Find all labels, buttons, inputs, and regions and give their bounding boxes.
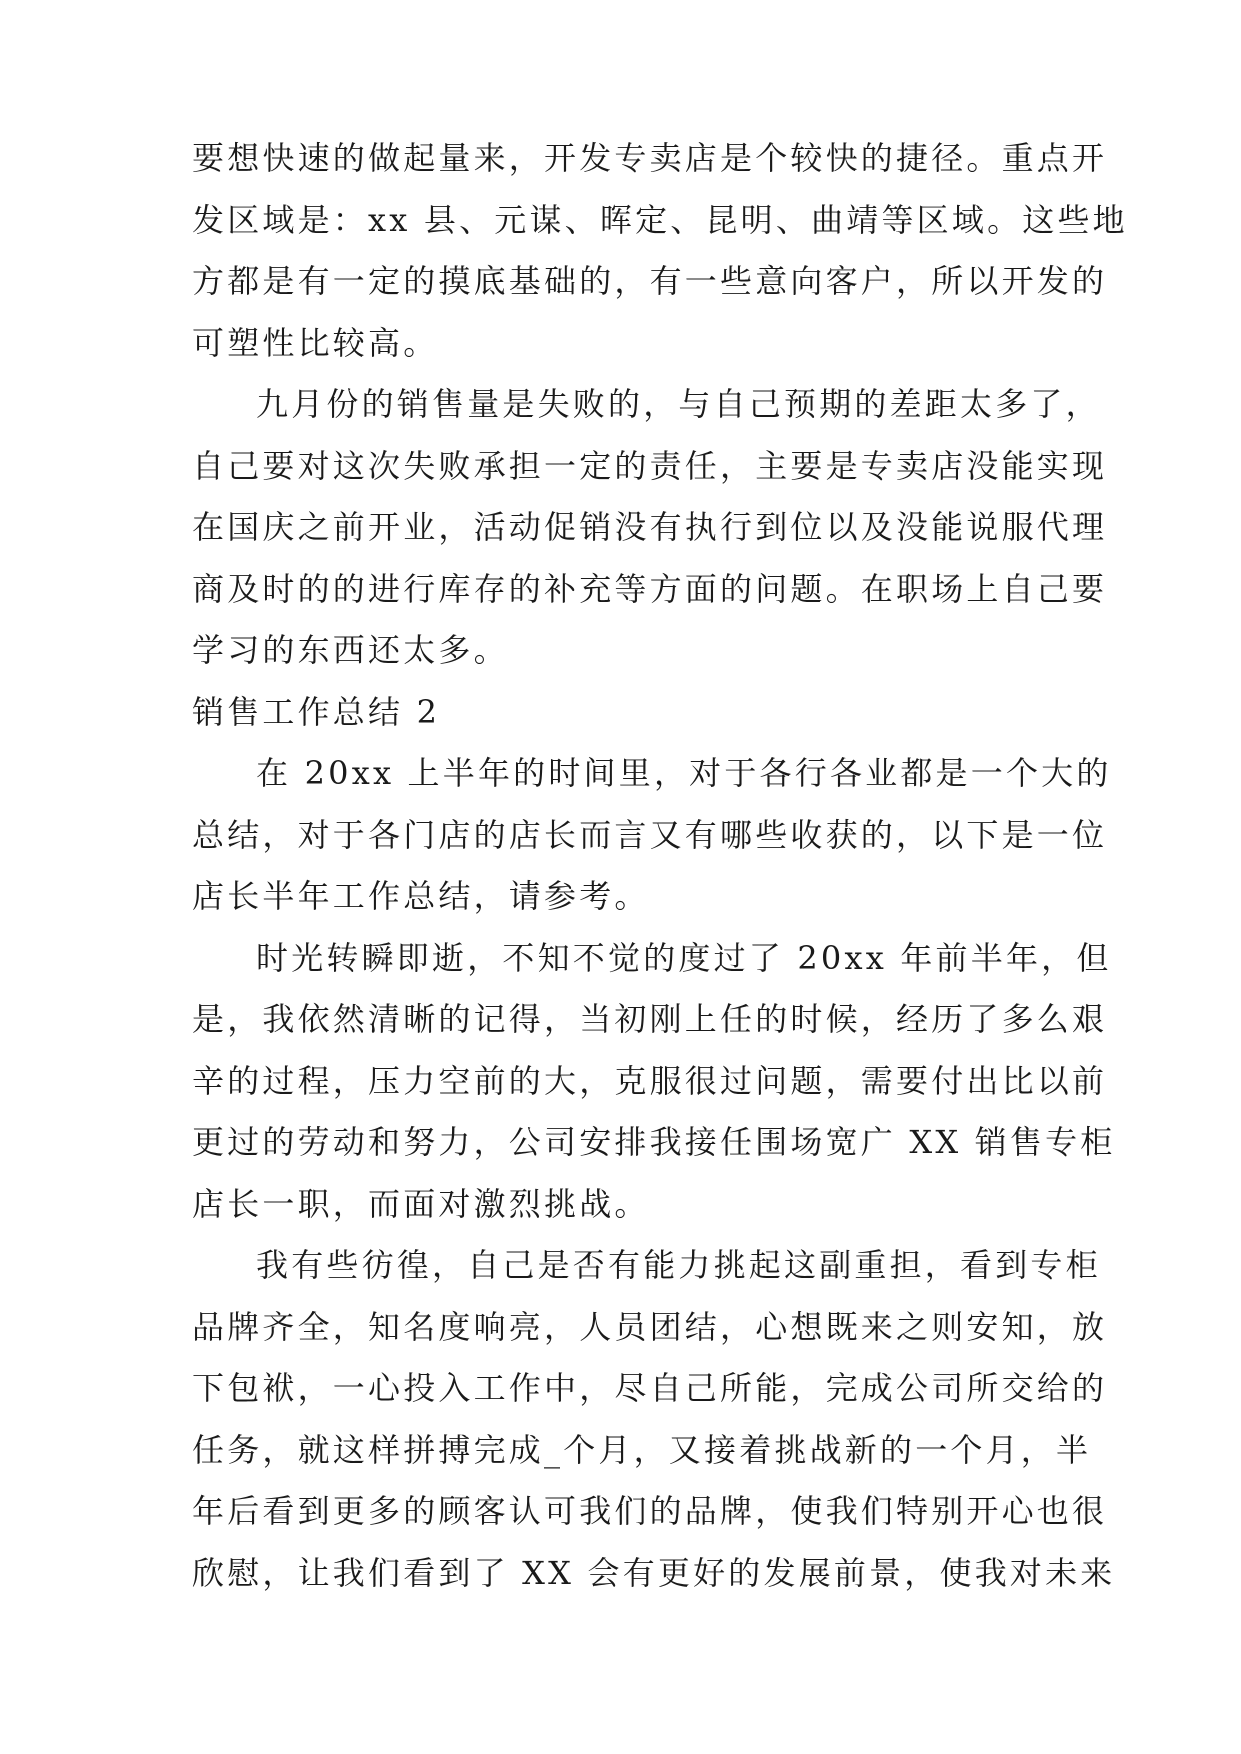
text-line: 店长半年工作总结，请参考。 [192,877,650,915]
text-line: 自己要对这次失败承担一定的责任，主要是专卖店没能实现 [192,446,1108,485]
paragraph-first-line: 时光转瞬即逝，不知不觉的度过了 20xx 年前半年，但 [256,938,1112,977]
text-line: 下包袱，一心投入工作中，尽自己所能，完成公司所交给的 [192,1369,1108,1407]
text-line: 辛的过程，压力空前的大，克服很过问题，需要付出比以前 [192,1061,1108,1100]
text-line: 任务，就这样拼搏完成_个月，又接着挑战新的一个月，半 [192,1430,1092,1469]
text-line: 是，我依然清晰的记得，当初刚上任的时候，经历了多么艰 [192,1000,1108,1038]
text-line: 可塑性比较高。 [192,323,439,362]
text-line: 商及时的的进行库存的补充等方面的问题。在职场上自己要 [192,569,1108,608]
paragraph-first-line: 我有些彷徨，自己是否有能力挑起这副重担，看到专柜 [256,1246,1101,1284]
text-line: 学习的东西还太多。 [192,631,509,669]
paragraph-first-line: 九月份的销售量是失败的，与自己预期的差距太多了， [256,385,1101,423]
text-line: 总结，对于各门店的店长而言又有哪些收获的，以下是一位 [192,815,1108,854]
text-line: 要想快速的做起量来，开发专卖店是个较快的捷径。重点开 [192,139,1108,177]
text-line: 方都是有一定的摸底基础的，有一些意向客户，所以开发的 [192,262,1108,300]
text-line: 品牌齐全，知名度响亮，人员团结，心想既来之则安知，放 [192,1307,1108,1346]
text-line: 欣慰，让我们看到了 XX 会有更好的发展前景，使我对未来 [192,1553,1116,1592]
text-line: 发区域是：xx 县、元谋、晖定、昆明、曲靖等区域。这些地 [192,200,1128,239]
text-line: 年后看到更多的顾客认可我们的品牌，使我们特别开心也很 [192,1492,1108,1530]
section-heading: 销售工作总结 2 [192,692,441,731]
text-line: 店长一职，而面对激烈挑战。 [192,1184,650,1223]
text-line: 更过的劳动和努力，公司安排我接任围场宽广 XX 销售专柜 [192,1123,1116,1161]
text-line: 在国庆之前开业，活动促销没有执行到位以及没能说服代理 [192,508,1108,546]
document-body [192,128,1128,1604]
paragraph-first-line: 在 20xx 上半年的时间里，对于各行各业都是一个大的 [256,754,1112,792]
